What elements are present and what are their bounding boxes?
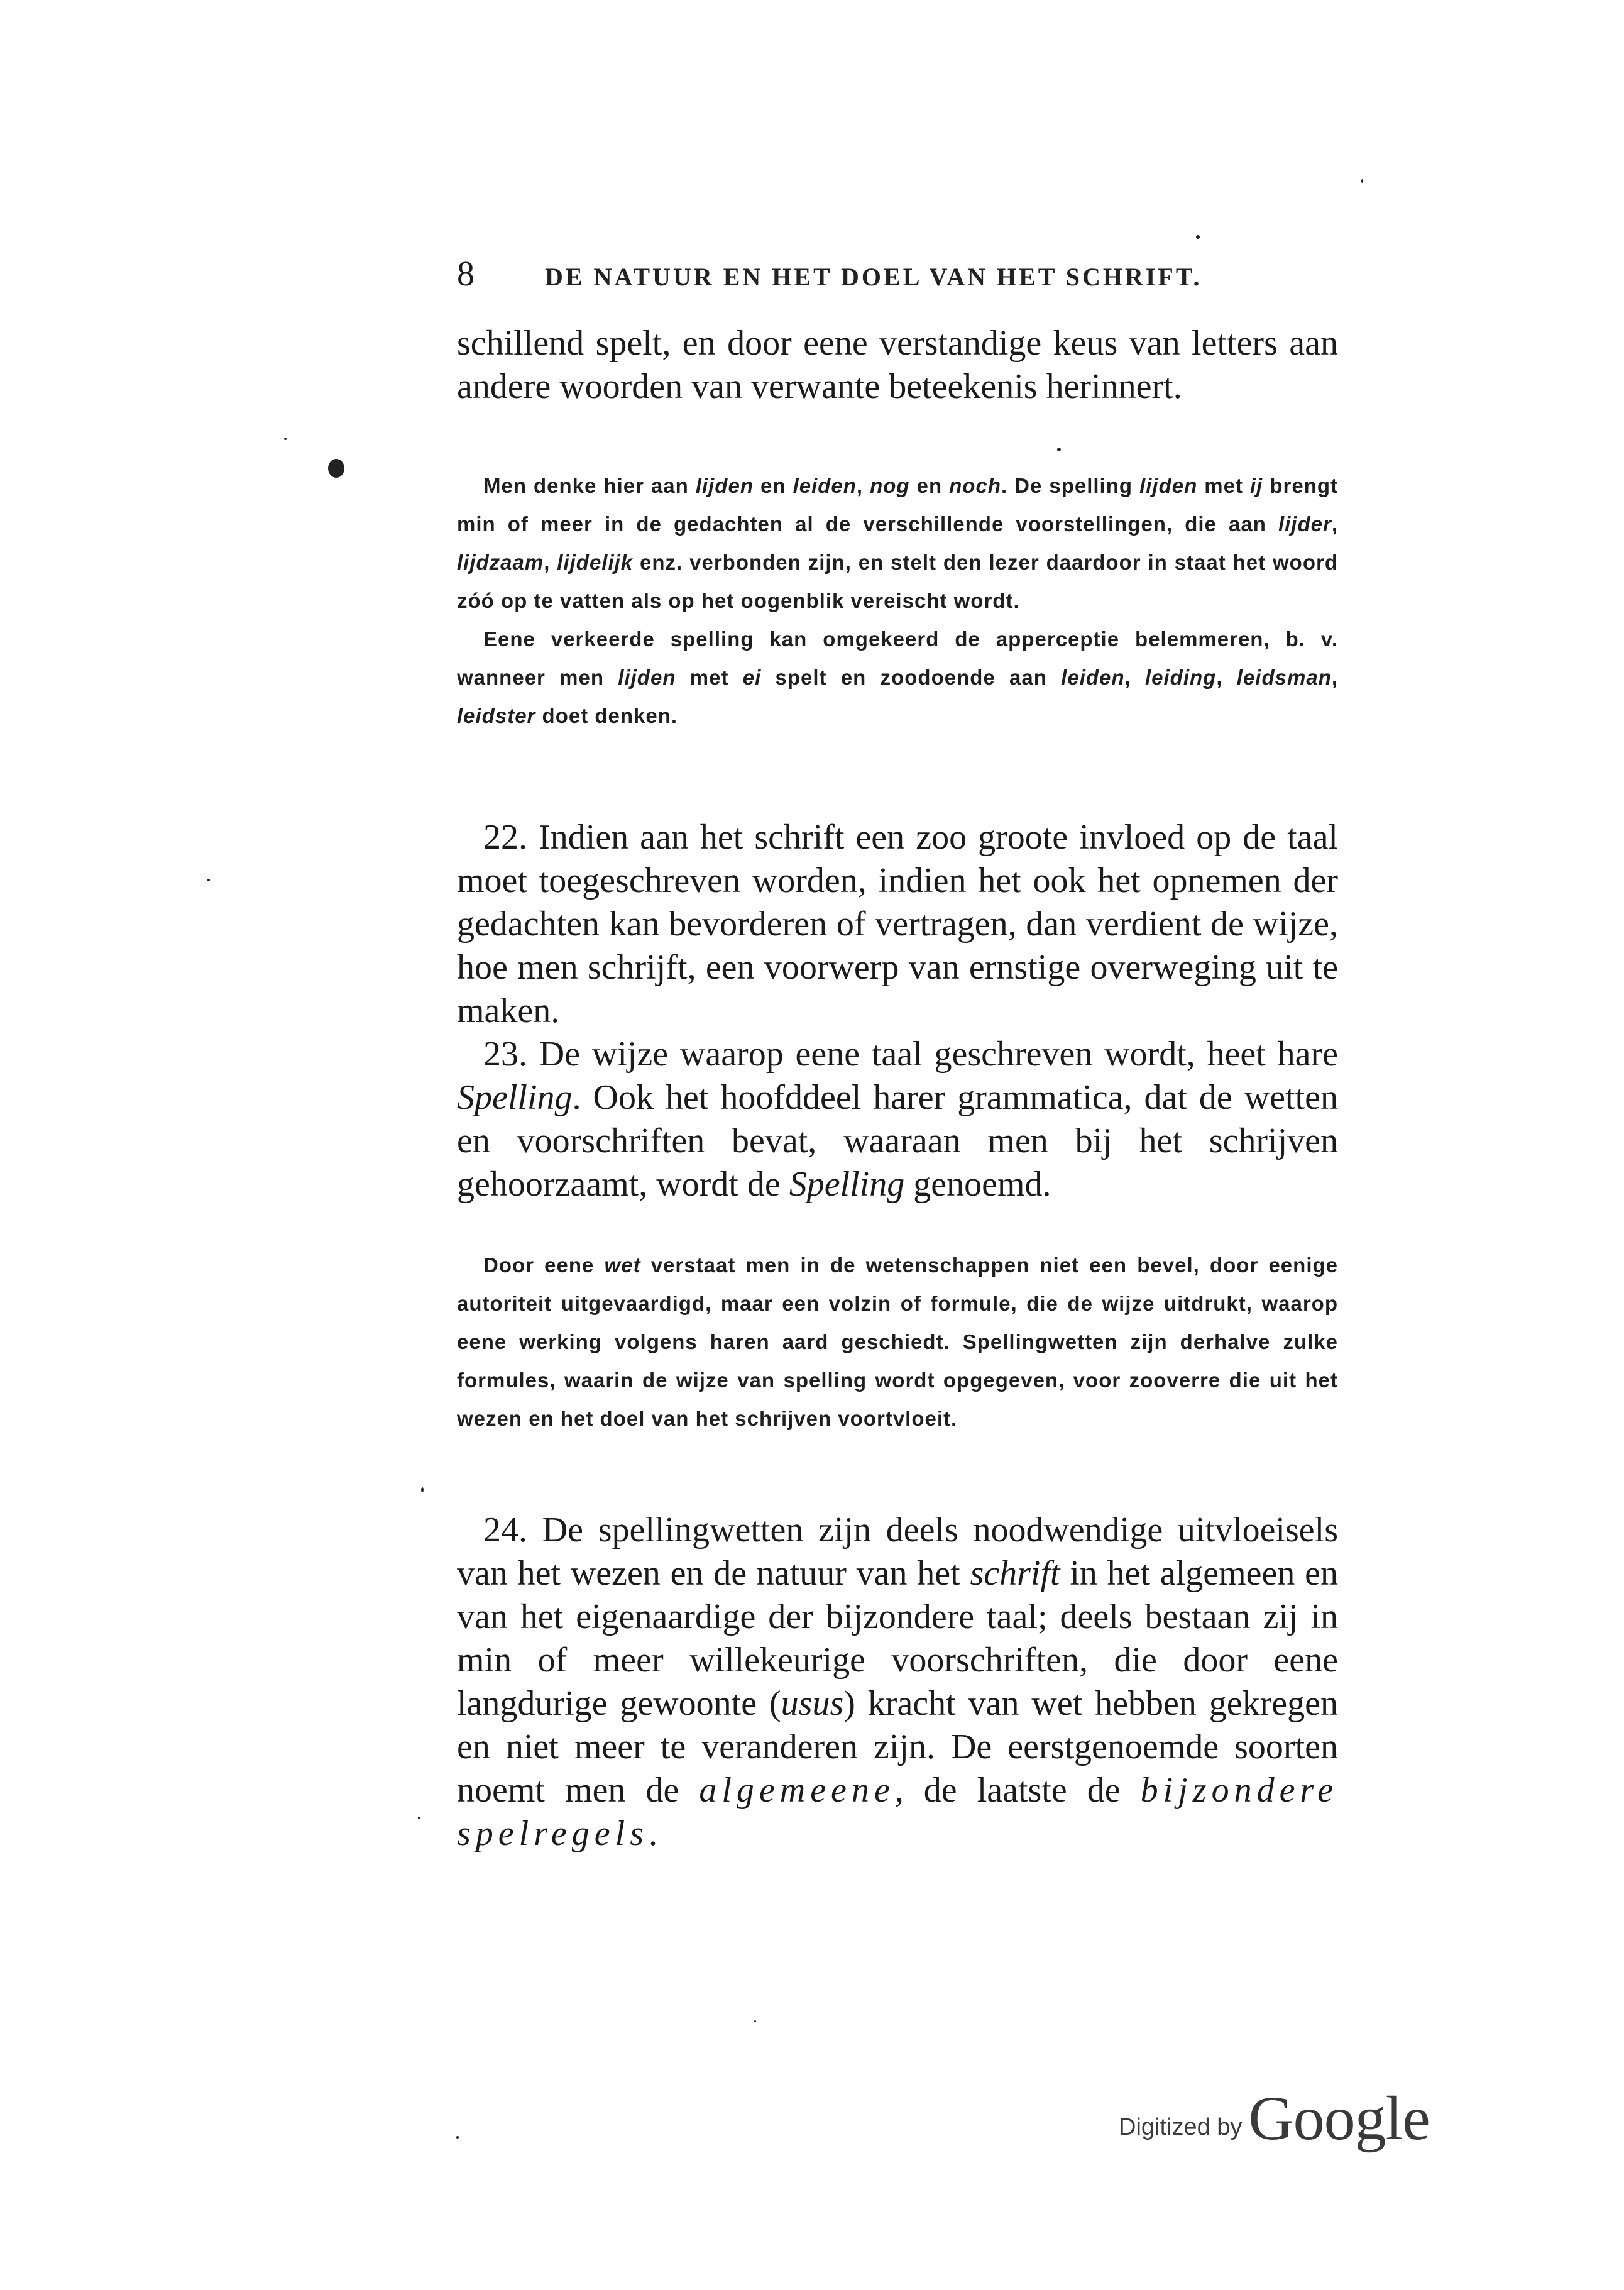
section24-text: in het algemeen en van het eigenaardige der bijzondere taal; deels bestaan zij in min of meer willekeurige voorschriften, die door eene langdurige gewoonte ( <box>457 1554 1338 1723</box>
section23-text: genoemd. <box>904 1165 1051 1204</box>
note1-italic: lijdzaam <box>457 551 544 574</box>
note1-text: Eene verkeerde spelling kan omgekeerd de apperceptie belemmeren, b. v. wanneer men <box>457 627 1338 689</box>
section23-text: 23. De wijze waarop eene taal geschreven wordt, heet hare <box>483 1035 1338 1074</box>
note1-italic: leiden <box>793 474 857 497</box>
note1-italic: ei <box>742 666 762 689</box>
section-23 <box>457 1033 1338 1206</box>
note1-italic: lijden <box>618 666 676 689</box>
scan-speck <box>418 1817 420 1819</box>
note-block-1 <box>457 466 1338 735</box>
note1-text: Men denke hier aan <box>483 474 696 497</box>
scan-speck <box>754 2020 756 2022</box>
scan-speck <box>456 2136 459 2139</box>
section24-text: . <box>648 1814 657 1853</box>
note1-text: en <box>754 474 793 497</box>
intro-paragraph <box>457 322 1338 409</box>
running-head <box>457 254 1249 298</box>
google-logo: Google <box>1248 2083 1430 2153</box>
scan-speck <box>421 1487 424 1492</box>
note1-italic: lijden <box>695 474 754 497</box>
section23-italic: Spelling <box>457 1078 573 1117</box>
note1-text: , <box>1216 666 1237 689</box>
section24-italic: usus <box>781 1684 844 1723</box>
note1-text: spelt en zoodoende aan <box>761 666 1062 689</box>
note1-italic: leiding <box>1144 666 1217 689</box>
note1-text: , <box>1124 666 1145 689</box>
note2-text: verstaat men in de wetenschappen niet een bevel, door eenige autoriteit uitgevaardigd, maar een volzin of formule, die de wijze uitdrukt, waarop eene werking volgens haren aard geschiedt. Spellingwetten zijn derhalve zulke formules, waarin de wijze van spelling wordt opgegeven, voor zooverre die uit het wezen en het doel van het schrijven voortvloeit. <box>457 1253 1338 1430</box>
section23-text: . Ook het hoofddeel harer grammatica, dat de wetten en voorschriften bevat, waaraan men bij het schrijven gehoorzaamt, wordt de <box>457 1078 1338 1204</box>
page-number: 8 <box>457 255 475 294</box>
note2-paragraph <box>457 1246 1338 1438</box>
digitized-by-label: Digitized by <box>1119 2114 1243 2140</box>
note-block-2 <box>457 1246 1338 1438</box>
note1-italic: lijden <box>1139 474 1198 497</box>
note2-italic: wet <box>604 1253 641 1277</box>
scan-speck <box>1361 179 1363 183</box>
note1-italic: lijder <box>1278 512 1332 536</box>
note1-paragraph-2 <box>457 620 1338 735</box>
note1-italic: leidster <box>457 704 536 727</box>
section24-spaced-italic: algemeene <box>699 1771 895 1810</box>
section-22: 22. Indien aan het schrift een zoo groote invloed op de taal moet toegeschreven worden, indien het ook het opnemen der gedachten kan bevorderen of vertragen, dan verdient de wijze, hoe men schrijft, een voorwerp van ernstige overweging uit te maken. <box>457 818 1338 1030</box>
note1-italic: leidsman <box>1236 666 1332 689</box>
intro-text: schillend spelt, en door eene verstandige keus van letters aan andere woorden van verwante beteekenis herinnert. <box>457 324 1338 406</box>
note1-text: doet denken. <box>535 704 678 727</box>
note2-text: Door eene <box>483 1253 605 1277</box>
scan-speck <box>284 438 287 440</box>
running-title: DE NATUUR EN HET DOEL VAN HET SCHRIFT. <box>545 263 1202 291</box>
note1-italic: leiden <box>1061 666 1125 689</box>
note1-text: met <box>676 666 743 689</box>
note1-text: . De spelling <box>1001 474 1140 497</box>
note1-italic: ij <box>1249 474 1263 497</box>
section23-italic: Spelling <box>789 1165 905 1204</box>
scan-speck <box>1196 235 1200 239</box>
scan-speck <box>1057 448 1061 451</box>
note1-text: brengt min of meer in de gedachten al de verschillende voorstellingen, die aan <box>457 474 1338 536</box>
section24-text: 24. De spellingwetten zijn deels noodwendige uitvloeisels van het wezen en de natuur van het <box>457 1511 1338 1593</box>
scan-speck <box>207 879 210 881</box>
note1-italic: nog <box>870 474 910 497</box>
section24-italic: schrift <box>970 1554 1060 1593</box>
note1-text: , <box>856 474 870 497</box>
scan-speck <box>328 459 344 478</box>
section24-text: ) kracht van wet hebben gekregen en niet meer te veranderen zijn. De eerstgenoemde soorten noemt men de <box>457 1684 1338 1810</box>
section-24-block <box>457 1509 1338 1856</box>
note1-text: , <box>1331 512 1338 536</box>
section24-spaced-italic: bijzondere spelregels <box>457 1771 1338 1853</box>
note1-text: , <box>544 551 557 574</box>
note1-italic: noch <box>949 474 1001 497</box>
note1-italic: lijdelijk <box>557 551 634 574</box>
note1-paragraph-1 <box>457 466 1338 620</box>
note1-text: , <box>1331 666 1339 689</box>
sections-22-23 <box>457 816 1338 1206</box>
section-24 <box>457 1509 1338 1856</box>
note1-text: enz. verbonden zijn, en stelt den lezer daardoor in staat het woord zóó op te vatten als op het oogenblik vereischt wordt. <box>457 551 1338 612</box>
section24-text: , de laatste de <box>894 1771 1141 1810</box>
google-watermark <box>1119 2074 1471 2153</box>
note1-text: met <box>1197 474 1250 497</box>
note1-text: en <box>909 474 950 497</box>
